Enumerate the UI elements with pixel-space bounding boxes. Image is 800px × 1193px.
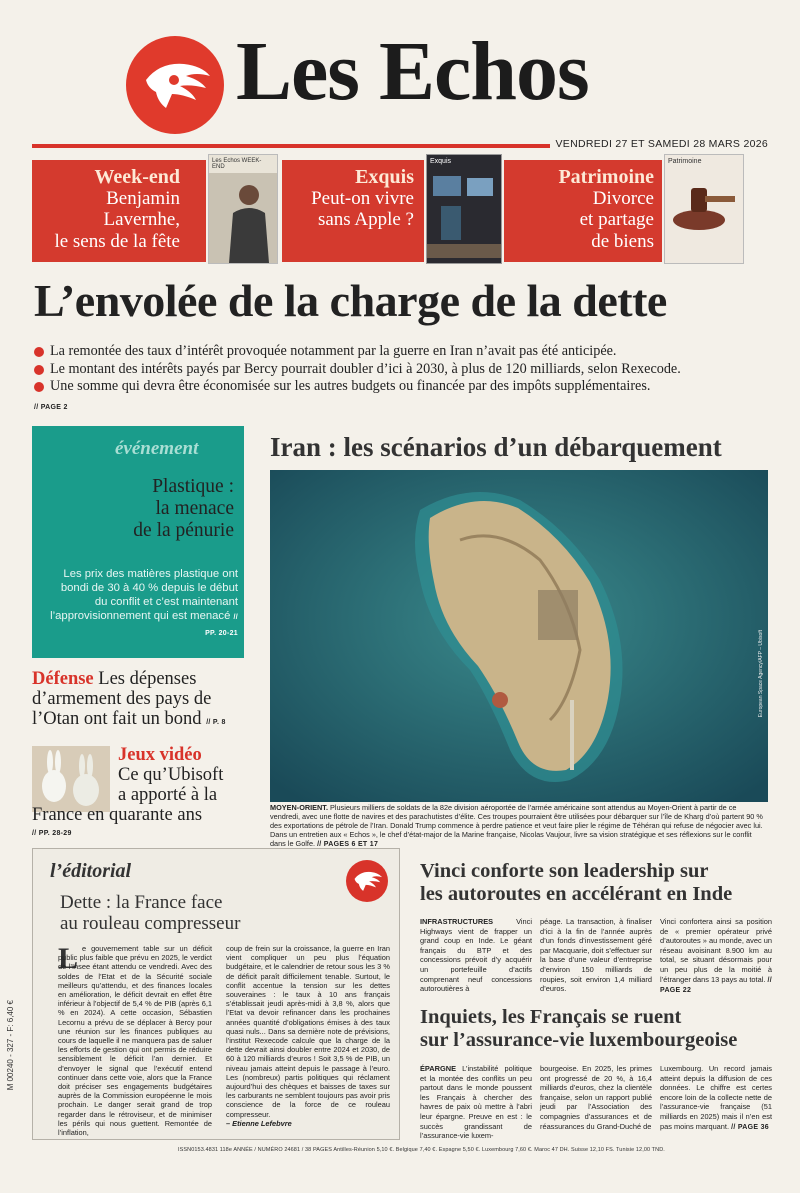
teaser-kicker: Week-end [94,166,180,188]
caption-kicker: MOYEN-ORIENT. [270,803,328,812]
photo-credit: European Space Agency/AFP – Ubisoft [758,630,764,718]
jeux-text-line: a apporté à la [118,784,218,805]
cover-label: Patrimoine [668,158,702,165]
editorial-column-text: coup de frein sur la croissance, la guerre en Iran vient compliquer un peu plus l’équation budgétaire, et le calendrier de retour sous les 3 % de déficit paraît difficilement tenable. Surtout, le conflit accentue la tension sur les dettes souveraines : le taux à 10 ans français s’établissait jeudi après-midi à 3,8 %, alors que l’Etat va devoir refinancer dans les prochaines années quantité d’obligations émises à des taux quasi nuls... Dans sa dernière note de prévisions, l’institut Rexecode calcule que la charge de la dette devrait ainsi doubler entre 2024 et 2030, de 60 à 120 milliards d’euros ! Soit 3,5 % de PIB, un niveau jamais atteint depuis le passage à l’euro. Les (nombreux) partis politiques qui réclament aujourd’hui des chèques et baisses de taxes sur les carburants ne semblent toujours pas avoir pris conscience de la force de ce rouleau compresseur. [226,944,390,1119]
iran-caption [270,803,768,849]
assurance-column-text: L’instabilité politique et la montée des conflits un peu partout dans le monde poussent les Français à chercher des havres de paix où mettre à l’abri leur épargne. Preuve en est : le succès grandissant de l’assurance-vie luxem- [420,1064,532,1141]
exquis-magazine-cover[interactable] [426,154,502,264]
jeux-kicker: Jeux vidéo [118,745,202,765]
hermes-helmet-icon [126,36,224,134]
vinci-page-ref[interactable]: // PAGE 22 [660,976,772,995]
assurance-page-ref[interactable]: // PAGE 36 [731,1123,769,1131]
editorial-title-line: Dette : la France face [60,892,223,913]
vinci-column-text: Vinci Highways vient de frapper un grand coup en Inde. Le géant français du BTP et des concessions prévoit d’y acquérir un portefeuille d’actifs comprenant neuf concessions autoroutières à [420,917,532,994]
event-title [56,476,234,542]
editorial-logo-badge [346,860,388,902]
vinci-column [420,917,532,994]
lead-headline[interactable]: L’envolée de la charge de la dette [34,275,667,326]
assurance-kicker: ÉPARGNE [420,1064,456,1073]
vinci-kicker: INFRASTRUCTURES [420,917,494,926]
teaser-text-line: le sens de la fête [54,230,180,252]
teaser-kicker: Patrimoine [558,166,654,188]
assurance-headline-line: sur l’assurance-vie luxembourgeoise [420,1028,738,1051]
issue-date: VENDREDI 27 ET SAMEDI 28 MARS 2026 [550,138,769,150]
barcode-text: M 00240 - 327 - F: 6,40 € [6,1000,15,1091]
kharg-island-satellite-photo[interactable] [270,470,768,802]
teaser-weekend[interactable] [32,160,206,262]
island-photo-icon [270,470,768,802]
jeux-text-line: Ce qu’Ubisoft [118,764,224,785]
lead-bullets [34,343,774,396]
teaser-text-line: Benjamin [106,188,180,209]
vinci-headline[interactable] [420,860,732,905]
les-echos-logo[interactable] [126,36,224,134]
teaser-kicker: Exquis [355,166,414,188]
editorial-column [226,944,390,1128]
vinci-column [660,917,772,996]
jeux-text-line: France en quarante ans [32,804,203,825]
assurance-column [660,1064,772,1132]
event-page-ref[interactable]: // PP. 20-21 [205,614,238,637]
vinci-headline-line: Vinci conforte son leadership sur [420,860,709,882]
teaser-text-line: Peut-on vivre [311,188,414,209]
cover-label: Exquis [430,158,452,165]
caption-text: Plusieurs milliers de soldats de la 82e division aéroportée de l’armée américaine sont attendus au Moyen-Orient à partir de ce vendredi, avec une flotte de navires et des parachutistes d’élite. Ces troupes pourraient être utilisées pour débarquer sur l’île de Kharg d’où partent 90 % des exportations de pétrole de l’Iran. Donald Trump commence à perdre patience et veut faire plier le régime de Téhéran qui refuse de négocier avec lui. Dans un entretien aux « Echos », le chef d’état-major de la Marine française, Nicolas Vaujour, livre sa vision stratégique et ses réflexions sur le conflit dans le Golfe. [270,803,763,848]
event-text [48,567,238,641]
jeux-page-ref[interactable]: // PP. 28-29 [32,830,72,837]
hermes-helmet-icon [346,860,388,902]
editorial-signature: – Etienne Lefebvre [226,1118,292,1128]
assurance-column-text: Luxembourg. Un record jamais atteint depuis la diffusion de ces données. Le chiffre est certes encore loin de la collecte nette de l’assurance-vie française (51 milliards en 2025) mais il n’en est pas moins marquant. [660,1064,772,1131]
event-body: Les prix des matières plastique ont bondi de 30 à 40 % depuis le début du conflit et c’est maintenant l’approvisionnement qui est menacé [50,568,238,622]
teaser-patrimoine[interactable] [504,160,662,262]
assurance-headline-line: Inquiets, les Français se ruent [420,1006,682,1028]
event-kicker: événement [115,438,199,459]
assurance-column: bourgeoise. En 2025, les primes ont progressé de 20 %, à 16,4 milliards d’euros, chez la clientèle française, selon un rapport publié jeudi par l’Association des compagnies d’assurances et de réassurances du Grand-Duché de [540,1064,652,1131]
masthead-title[interactable]: Les Echos [236,25,589,118]
vinci-column-text: Vinci confortera ainsi sa position de « premier opérateur privé d’autoroutes » au monde, avec un réseau avoisinant 8.900 km au total, se situant désormais pour un peu plus de la moitié à l’étranger dans 13 pays au total. [660,917,772,984]
vinci-headline-line: les autoroutes en accélérant en Inde [420,882,733,905]
gavel-photo-icon [665,168,743,258]
teaser-text-line: Divorce [592,188,654,209]
editorial-title[interactable] [60,893,240,935]
event-title-line: la menace [155,498,234,520]
defense-text: Les dépenses d’armement des pays de l’Otan ont fait un bond [32,669,212,729]
teaser-text-line: de biens [591,230,654,252]
editorial-dropcap: L [58,942,79,975]
vinci-column: péage. La transaction, à finaliser d’ici à la fin de l’année auprès d’un fonds d’investissement géré par Macquarie, doit s’effectuer sur la base d’une valeur d’entreprise d’environ 150 milliards de roupies, soit environ 1,4 milliard d’euros. [540,917,652,994]
lead-bullet: La remontée des taux d’intérêt provoquée notamment par la guerre en Iran n’avait pas été anticipée. [34,343,774,361]
teaser-exquis[interactable] [282,160,424,262]
lead-page-ref[interactable]: // PAGE 2 [34,404,68,411]
editorial-kicker: l’éditorial [50,860,132,882]
jeux-teaser[interactable] [32,746,244,826]
weekend-magazine-cover[interactable] [208,154,278,264]
lead-bullet: Le montant des intérêts payés par Bercy pourrait doubler d’ici à 2030, à plus de 120 milliards, selon Rexecode. [34,361,774,379]
tech-devices-photo-icon [427,168,501,258]
iran-headline[interactable]: Iran : les scénarios d’un débarquement [270,432,722,462]
editorial-title-line: au rouleau compresseur [60,912,241,934]
patrimoine-magazine-cover[interactable] [664,154,744,264]
defense-teaser[interactable] [32,670,244,730]
teaser-text-line: et partage [579,209,654,231]
portrait-photo-icon [209,173,277,263]
defense-page-ref[interactable]: // P. 8 [206,718,226,726]
assurance-headline[interactable] [420,1006,737,1051]
footer-issn: ISSN0153.4831 118e ANNÉE / NUMÉRO 24681 / 38 PAGES Antilles-Réunion 5,10 €. Belgique 7,40 €. Espagne 5,50 €. Luxembourg 7,60 €. Maroc 47 DH. Suisse 12,10 FS. Tunisie 12,00 TND. [178,1147,665,1153]
event-title-line: de la pénurie [133,520,234,542]
event-title-line: Plastique : [152,476,234,497]
teaser-text-line: Lavernhe, [103,209,180,231]
lead-bullet: Une somme qui devra être économisée sur les autres budgets ou financée par des impôts supplémentaires. [34,378,774,396]
iran-page-ref[interactable]: // PAGES 6 ET 17 [317,841,379,848]
editorial-column: e gouvernement table sur un déficit public plus faible que prévu en 2025, le verdict de l’Insee étant attendu ce vendredi. Avec des soldes de l’Etat et de la Sécurité sociale meilleurs qu’attendu, et des finances locales en amélioration, le déficit devrait en effet être inférieur à l’objectif de 5,4 % de PIB (après 6,1 % en 2024). A cette occasion, Sébastien Lecornu a prévu de se déplacer à Bercy pour une réunion sur les finances publiques au cours de laquelle il ne manquera pas de saluer les efforts de gestion qui ont permis de réduire sensiblement le déficit l’an dernier. Et d’envoyer le signal que l’exécutif entend continuer dans cette voie, alors que la France doit préciser ses engagements budgétaires auprès de la Commission européenne le mois prochain. Le danger serait grand de trop regarder dans le rétroviseur, et de minimiser les périls qui nous guettent. Remontée de l’inflation, [58,944,212,1138]
cover-label: Les Echos WEEK-END [212,158,262,170]
defense-kicker: Défense [32,669,94,689]
assurance-column [420,1064,532,1141]
teaser-text-line: sans Apple ? [317,209,414,231]
